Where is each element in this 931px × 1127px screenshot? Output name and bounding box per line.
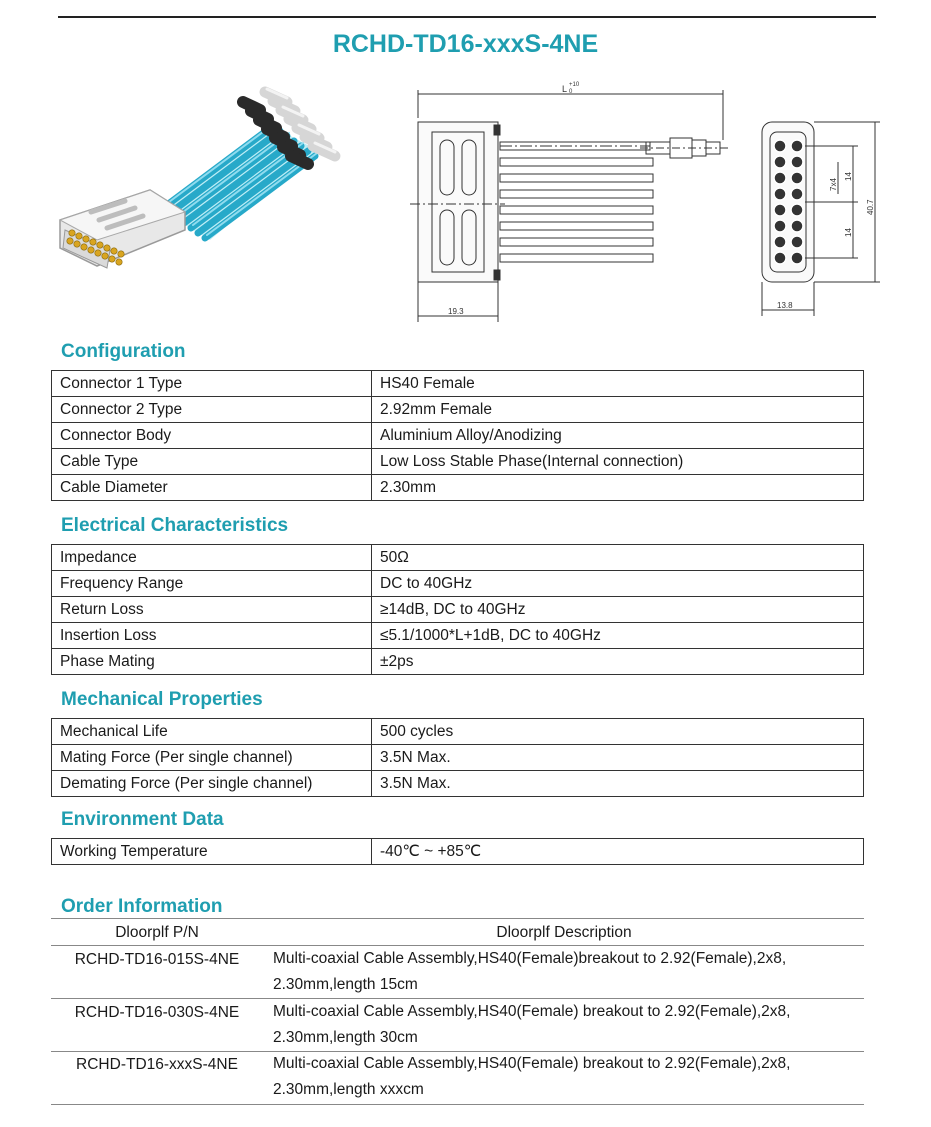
order-col-desc: Dloorplf Description bbox=[496, 924, 632, 941]
page-title: RCHD-TD16-xxxS-4NE bbox=[332, 30, 599, 58]
order-rule-bottom bbox=[51, 1104, 864, 1105]
table-row bbox=[52, 649, 864, 675]
environment-title: Environment Data bbox=[61, 809, 224, 830]
order-desc bbox=[273, 1051, 853, 1103]
order-desc bbox=[273, 946, 853, 998]
table-row bbox=[52, 623, 864, 649]
table-row bbox=[52, 745, 864, 771]
order-desc-line: Multi-coaxial Cable Assembly,HS40(Female)breakout to 2.92(Female),2x8, bbox=[273, 950, 787, 967]
row-key: Connector 1 Type bbox=[52, 371, 372, 397]
table-row bbox=[52, 371, 864, 397]
table-row bbox=[52, 475, 864, 501]
table-row bbox=[52, 423, 864, 449]
table-row bbox=[52, 571, 864, 597]
row-key: Connector 2 Type bbox=[52, 397, 372, 423]
pitch-label-top: 14 bbox=[844, 172, 853, 181]
row-value: Low Loss Stable Phase(Internal connection) bbox=[372, 449, 864, 475]
order-title: Order Information bbox=[61, 896, 223, 917]
electrical-table bbox=[51, 544, 864, 675]
face-width-label: 13.8 bbox=[777, 301, 793, 310]
length-tol-upper: +10 bbox=[569, 82, 580, 88]
height-label: 40.7 bbox=[866, 199, 875, 215]
row-key: Cable Diameter bbox=[52, 475, 372, 501]
row-key: Mechanical Life bbox=[52, 719, 372, 745]
mechanical-table bbox=[51, 718, 864, 797]
configuration-title: Configuration bbox=[61, 341, 186, 362]
row-value: 3.5N Max. bbox=[372, 771, 864, 797]
table-row bbox=[52, 545, 864, 571]
row-value: ±2ps bbox=[372, 649, 864, 675]
row-value: 2.30mm bbox=[372, 475, 864, 501]
table-row bbox=[52, 839, 864, 865]
row-key: Phase Mating bbox=[52, 649, 372, 675]
order-desc bbox=[273, 999, 853, 1051]
row-value: ≤5.1/1000*L+1dB, DC to 40GHz bbox=[372, 623, 864, 649]
environment-table bbox=[51, 838, 864, 865]
row-value: DC to 40GHz bbox=[372, 571, 864, 597]
mechanical-title: Mechanical Properties bbox=[61, 689, 263, 710]
row-value: HS40 Female bbox=[372, 371, 864, 397]
row-value: 500 cycles bbox=[372, 719, 864, 745]
row-key: Impedance bbox=[52, 545, 372, 571]
hs40-connector bbox=[60, 190, 185, 268]
configuration-table bbox=[51, 370, 864, 501]
order-desc-line: 2.30mm,length xxxcm bbox=[273, 1081, 424, 1098]
row-key: Mating Force (Per single channel) bbox=[52, 745, 372, 771]
side-body bbox=[418, 122, 498, 282]
length-tol-lower: 0 bbox=[569, 89, 573, 95]
pitch-label-bottom: 14 bbox=[844, 228, 853, 237]
row-value: 50Ω bbox=[372, 545, 864, 571]
length-label: L bbox=[562, 84, 568, 94]
row-value: 2.92mm Female bbox=[372, 397, 864, 423]
row-value: Aluminium Alloy/Anodizing bbox=[372, 423, 864, 449]
row-value: ≥14dB, DC to 40GHz bbox=[372, 597, 864, 623]
row-key: Cable Type bbox=[52, 449, 372, 475]
row-key: Frequency Range bbox=[52, 571, 372, 597]
side-cables bbox=[500, 142, 653, 262]
row-key: Insertion Loss bbox=[52, 623, 372, 649]
row-key: Connector Body bbox=[52, 423, 372, 449]
row-key: Return Loss bbox=[52, 597, 372, 623]
order-pn: RCHD-TD16-015S-4NE bbox=[74, 951, 240, 968]
table-row bbox=[52, 397, 864, 423]
order-desc-line: 2.30mm,length 30cm bbox=[273, 1029, 418, 1046]
row-value: -40℃ ~ +85℃ bbox=[372, 839, 864, 865]
dimension-drawing bbox=[410, 80, 885, 325]
plug-292 bbox=[640, 138, 728, 158]
top-rule bbox=[58, 16, 876, 18]
pitch-count-label: 7x4 bbox=[829, 178, 838, 191]
table-row bbox=[52, 771, 864, 797]
order-pn: RCHD-TD16-xxxS-4NE bbox=[76, 1056, 238, 1073]
row-key: Working Temperature bbox=[52, 839, 372, 865]
table-row bbox=[52, 597, 864, 623]
order-desc-line: 2.30mm,length 15cm bbox=[273, 976, 418, 993]
row-value: 3.5N Max. bbox=[372, 745, 864, 771]
row-key: Demating Force (Per single channel) bbox=[52, 771, 372, 797]
table-row bbox=[52, 719, 864, 745]
order-rule-top bbox=[51, 918, 864, 919]
order-desc-line: Multi-coaxial Cable Assembly,HS40(Female) breakout to 2.92(Female),2x8, bbox=[273, 1055, 791, 1072]
electrical-title: Electrical Characteristics bbox=[61, 515, 289, 536]
product-photo bbox=[55, 80, 360, 290]
order-desc-line: Multi-coaxial Cable Assembly,HS40(Female) breakout to 2.92(Female),2x8, bbox=[273, 1003, 791, 1020]
table-row bbox=[52, 449, 864, 475]
order-col-pn: Dloorplf P/N bbox=[115, 924, 199, 941]
body-width-label: 19.3 bbox=[448, 307, 464, 316]
order-pn: RCHD-TD16-030S-4NE bbox=[74, 1004, 240, 1021]
